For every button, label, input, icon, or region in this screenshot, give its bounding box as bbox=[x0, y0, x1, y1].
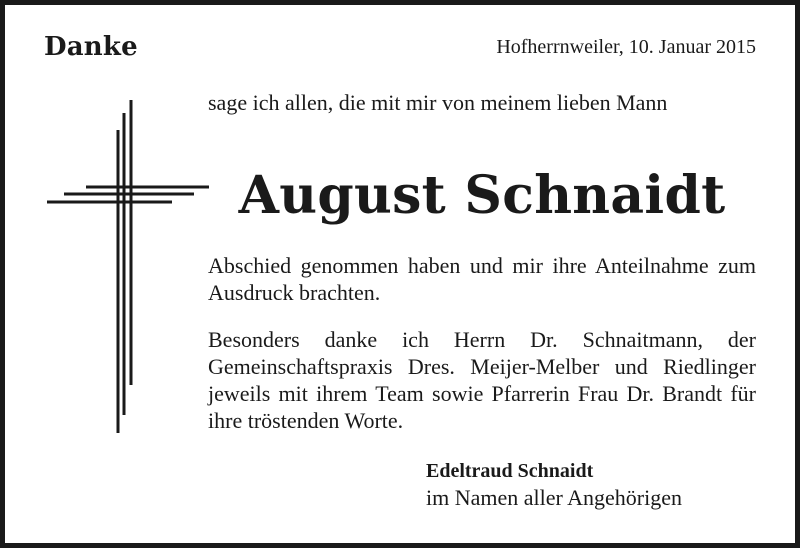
intro-text: sage ich allen, die mit mir von meinem lieben Mann bbox=[208, 90, 668, 115]
cross-icon bbox=[44, 95, 214, 435]
paragraph-farewell: Abschied genommen haben und mir ihre Anteilnahme zum Ausdruck brachten. bbox=[208, 253, 756, 305]
notice-heading: Danke bbox=[44, 32, 138, 62]
deceased-name: August Schnaidt bbox=[238, 165, 726, 226]
place-date: Hofherrnweiler, 10. Januar 2015 bbox=[496, 36, 756, 58]
signature-name: Edeltraud Schnaidt bbox=[426, 460, 594, 482]
signature-subtitle: im Namen aller Angehörigen bbox=[426, 485, 682, 510]
signature-block bbox=[426, 458, 756, 512]
paragraph-thanks: Besonders danke ich Herrn Dr. Schnaitmann, der Gemeinschaftspraxis Dres. Meijer-Melber und Riedlinger jeweils mit ihrem Team sowie Pfarrerin Frau Dr. Brandt für ihre tröstenden Worte. bbox=[208, 327, 756, 433]
